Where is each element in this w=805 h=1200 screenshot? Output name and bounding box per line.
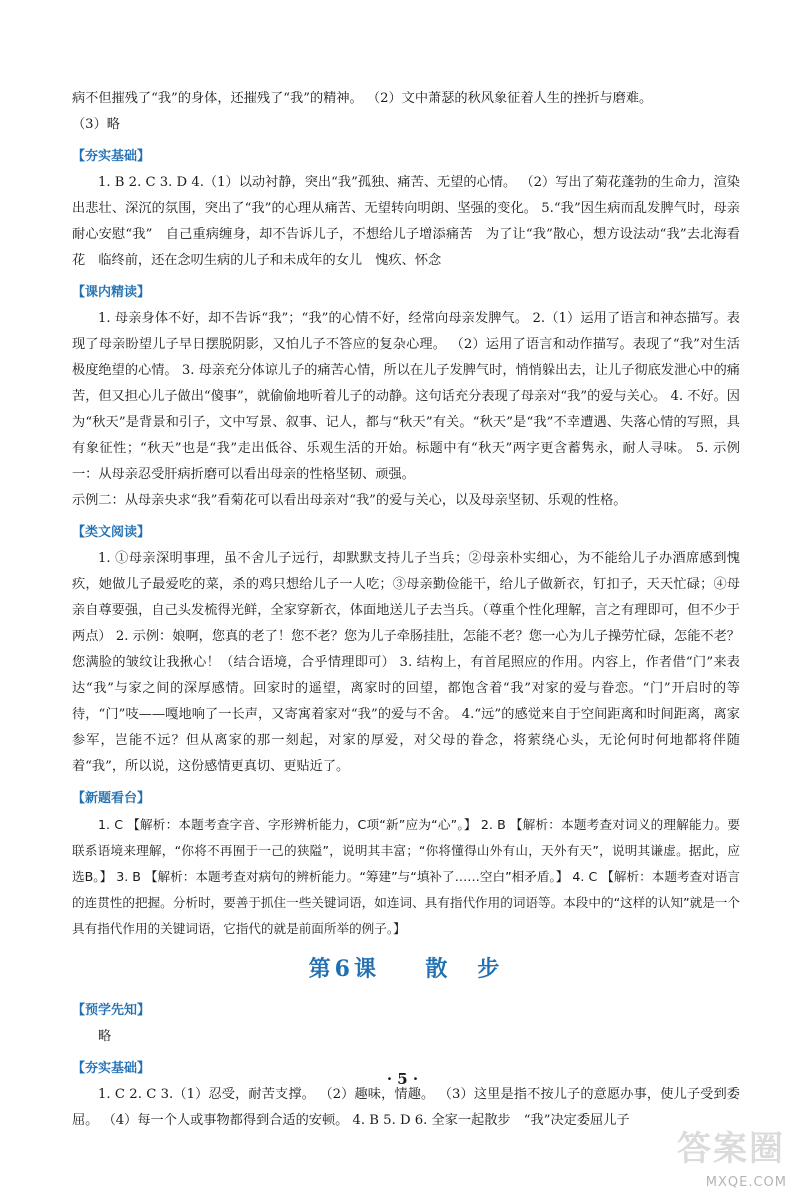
top-line-2: （3）略 [72,117,120,132]
top-line-1: 病不但摧残了“我”的身体，还摧残了“我”的精神。 （2）文中萧瑟的秋风象征着人生的挫折与磨难。 [72,91,653,106]
section-hangshi-jichu [72,138,740,274]
section-paragraph: 1. C 【解析：本题考查字音、字形辨析能力，C项“新”应为“心”。】 2. B 【解析：本题考查对词义的理解能力。要联系语境来理解，“你将不再囿于一己的狭隘”，说明其丰富；“你将懂得山外有山，天外有天”，说明其谦虚。据此，应选B。】 3. B 【解析：本题考查对病句的辨析能力。“筹建”与“填补了……空白”相矛盾。】 4. C 【解析：本题考查对语言的连贯性的把握。分析时，要善于抓住一些关键词语，如连词、具有指代作用的词语等。本段中的“这样的认知”就是一个具有指代作用的关键词语，它指代的就是前面所举的例子。】 [72,817,740,936]
section-paragraph: 1. 母亲身体不好，却不告诉“我”；“我”的心情不好，经常向母亲发脾气。 2.（1）运用了语言和神态描写。表现了母亲盼望儿子早日摆脱阴影，又怕儿子不答应的复杂心理。 （2）运用了语言和动作描写。表现了“我”对生活极度绝望的心情。 3. 母亲充分体谅儿子的痛苦心情，所以在儿子发脾气时，悄悄躲出去，让儿子彻底发泄心中的痛苦，但又担心儿子做出“傻事”，就偷偷地听着儿子的动静。这句话充分表现了母亲对“我”的爱与关心。 4. 不好。因为“秋天”是背景和引子，文中写景、叙事、记人，都与“秋天”有关。“秋天”是“我”不幸遭遇、失落心情的写照，具有象征性；“秋天”也是“我”走出低谷、乐观生活的开始。标题中有“秋天”两字更含蓄隽永，耐人寻味。 5. 示例一：从母亲忍受肝病折磨可以看出母亲的性格坚韧、顽强。 [72,311,740,482]
section-heading: 【课内精读】 [72,285,151,300]
section-paragraph: 略 [98,1029,112,1044]
page-number: · 5 · [386,1070,419,1088]
section-heading: 【夯实基础】 [72,149,151,164]
lesson-number: 第6课 [308,956,380,982]
section-yuxue-xianzhi [72,992,740,1050]
page-content [72,86,740,1134]
section-xinti-kantai [72,780,740,942]
section-heading: 【新题看台】 [72,791,151,806]
watermark-url: MXQE.COM [705,1175,787,1190]
section-hangshi-jichu-2 [72,1050,740,1134]
watermark-logo: 答案圈 [677,1129,785,1169]
section-heading: 【预学先知】 [72,1003,151,1018]
lesson-title [72,956,740,982]
section-heading: 【夯实基础】 [72,1061,151,1076]
section-kenei-jingdu [72,274,740,514]
lesson-name: 散 步 [425,956,504,982]
section-leiwen-yuedu [72,514,740,780]
section-paragraph: 1. ①母亲深明事理，虽不舍儿子远行，却默默支持儿子当兵；②母亲朴实细心，为不能给儿子办酒席感到愧疚，她做儿子最爱吃的菜，杀的鸡只想给儿子一人吃；③母亲勤俭能干，给儿子做新衣，钉扣子，天天忙碌；④母亲自尊要强，自己头发梳得光鲜，全家穿新衣，体面地送儿子去当兵。（尊重个性化理解，言之有理即可，但不少于两点） 2. 示例：娘啊，您真的老了！您不老？您为儿子牵肠挂肚，怎能不老？您一心为儿子操劳忙碌，怎能不老？您满脸的皱纹让我揪心！（结合语境，合乎情理即可） 3. 结构上，有首尾照应的作用。内容上，作者借“门”来表达“我”与家之间的深厚感情。回家时的遥望，离家时的回望，都饱含着“我”对家的爱与眷恋。“门”开启时的等待，“门”吱——嘎地响了一长声，又寄寓着家对“我”的爱与不舍。 4.“远”的感觉来自于空间距离和时间距离，离家参军，岂能不远？但从离家的那一刻起，对家的厚爱，对父母的眷念，将萦绕心头，无论何时何地都将伴随着“我”，所以说，这份感情更真切、更贴近了。 [72,551,740,774]
section-heading: 【类文阅读】 [72,525,151,540]
section-paragraph: 示例二：从母亲央求“我”看菊花可以看出母亲对“我”的爱与关心，以及母亲坚韧、乐观的性格。 [72,493,627,508]
section-paragraph: 1. B 2. C 3. D 4.（1）以动衬静，突出“我”孤独、痛苦、无望的心情。 （2）写出了菊花蓬勃的生命力，渲染出悲壮、深沉的氛围，突出了“我”的心理从痛苦、无望转向明朗、坚强的变化。 5.“我”因生病而乱发脾气时，母亲耐心安慰“我” 自己重病缠身，却不告诉儿子，不想给儿子增添痛苦 为了让“我”散心，想方设法动“我”去北海看花 临终前，还在念叨生病的儿子和未成年的女儿 愧疚、怀念 [72,175,740,268]
section-paragraph: 1. C 2. C 3.（1）忍受，耐苦支撑。 （2）趣味，情趣。 （3）这里是指不按儿子的意愿办事，使儿子受到委屈。 （4）每一个人或事物都得到合适的安顿。 4. B 5. D 6. 全家一起散步 “我”决定委屈儿子 [72,1087,740,1128]
